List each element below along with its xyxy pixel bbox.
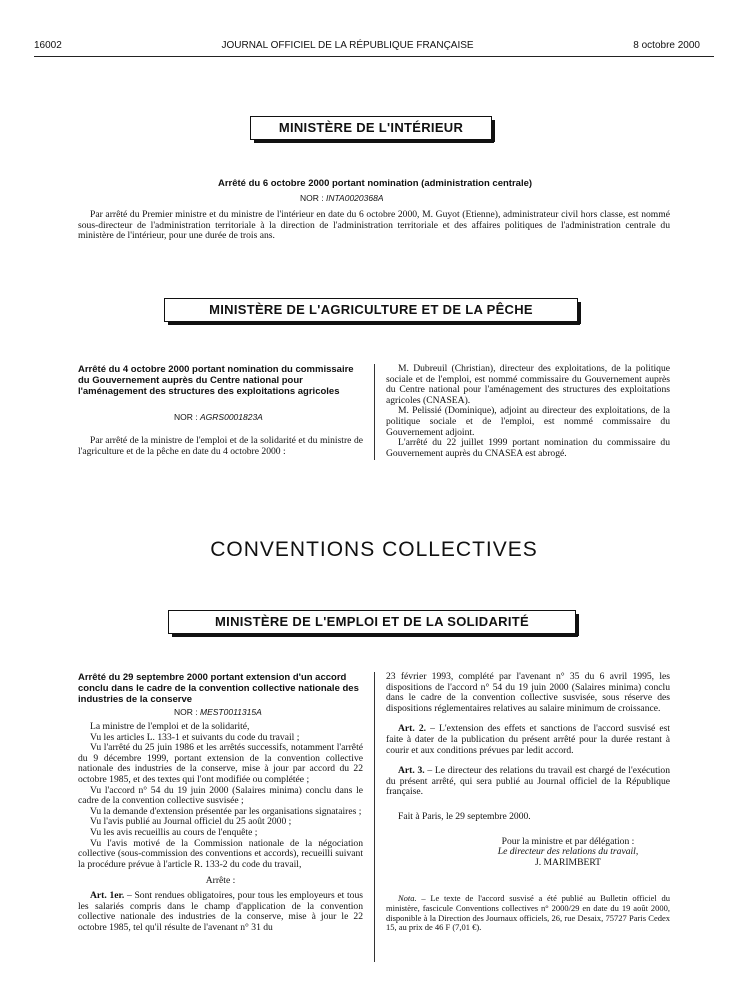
- header-rule: [34, 56, 714, 57]
- decree-body-agriculture-left: Par arrêté de la ministre de l'emploi et de la solidarité et du ministre de l'agriculture et de la pêche en date du 4 octobre 2000 :: [78, 435, 363, 457]
- decree-body-interieur: Par arrêté du Premier ministre et du ministre de l'intérieur en date du 6 octobre 2000, M. Guyot (Etienne), administrateur civil hors classe, est nommé sous-directeur de l'administration territoriale à la direction de l'administration territoriale et des affaires politiques de l'administration centrale du ministère de l'intérieur, pour une durée de trois ans.: [78, 209, 670, 242]
- decree-body-emploi-right: 23 février 1993, complété par l'avenant n° 35 du 6 avril 1995, les dispositions de l'accord n° 54 du 19 juin 2000 (Salaires minima) conclu dans le cadre de la convention collective susvisée, sous réserve des dispositions réglementaires relatives au salaire minimum de croissance. Art. 2. – L'extension des effets et sanctions de l'accord susvisé est faite à dater de la publication du présent arrêté pour la durée restant à courir et aux conditions prévues par ledit accord. Art. 3. – Le directeur des relations du travail est chargé de l'exécution du présent arrêté, qui sera publié au Journal officiel de la République française. Fait à Paris, le 29 septembre 2000. Pour la ministre et par délégation : Le directeur des relations du travail, J. MARIMBERT Nota. – Le texte de l'accord susvisé a été publié au Bulletin officiel du ministère, fascicule Conventions collectives n° 2000/29 en date du 19 août 2000, disponible à la Direction des Journaux officiels, 26, rue Desaix, 75727 Paris Cedex 15, au prix de 46 F (7,01 €).: [386, 671, 670, 933]
- ministry-box-agriculture: MINISTÈRE DE L'AGRICULTURE ET DE LA PÊCHE: [164, 298, 578, 322]
- issue-date: 8 octobre 2000: [633, 40, 700, 51]
- decree-body-emploi-left: La ministre de l'emploi et de la solidarité, Vu les articles L. 133-1 et suivants du code du travail ; Vu l'arrêté du 25 juin 1986 et les arrêtés successifs, notamment l'arrêté du 9 décembre 1999, portant extension de la convention collective nationale des industries de la conserve, mise à jour par accord du 22 octobre 1985, et des textes qui l'ont modifiée ou complétée ; Vu l'accord n° 54 du 19 juin 2000 (Salaires minima) conclu dans le cadre de la convention collective susvisée ; Vu la demande d'extension présentée par les organisations signataires ; Vu l'avis publié au Journal officiel du 25 août 2000 ; Vu les avis recueillis au cours de l'enquête ; Vu l'avis motivé de la Commission nationale de la négociation collective (sous-commission des conventions et accords), recueilli suivant la procédure prévue à l'article R. 133-2 du code du travail, Arrête : Art. 1er. – Sont rendues obligatoires, pour tous les employeurs et tous les salariés compris dans le champ d'application de la convention collective nationale des industries de la conserve, mise à jour le 22 octobre 1985, tel qu'il résulte de l'avenant n° 31 du: [78, 721, 363, 933]
- nor-agriculture: NOR : AGRS0001823A: [174, 412, 263, 422]
- page-header: [34, 40, 700, 51]
- journal-title: JOURNAL OFFICIEL DE LA RÉPUBLIQUE FRANÇAISE: [221, 40, 474, 51]
- page-number: 16002: [34, 40, 62, 51]
- column-divider: [374, 364, 375, 460]
- nota-note: Nota. – Le texte de l'accord susvisé a été publié au Bulletin officiel du ministère, fascicule Conventions collectives n° 2000/29 en date du 19 août 2000, disponible à la Direction des Journaux officiels, 26, rue Desaix, 75727 Paris Cedex 15, au prix de 46 F (7,01 €).: [386, 893, 670, 933]
- signature-block: Pour la ministre et par délégation : Le directeur des relations du travail, J. MARIMBERT: [497, 835, 639, 868]
- nor-emploi: NOR : MEST0011315A: [174, 707, 262, 717]
- ministry-box-emploi: MINISTÈRE DE L'EMPLOI ET DE LA SOLIDARITÉ: [168, 610, 576, 634]
- decree-title-emploi: Arrêté du 29 septembre 2000 portant extension d'un accord conclu dans le cadre de la convention collective nationale des industries de la conserve: [78, 672, 359, 705]
- nor-interieur: NOR : INTA0020368A: [300, 193, 384, 203]
- decree-title-interieur: Arrêté du 6 octobre 2000 portant nomination (administration centrale): [217, 178, 533, 189]
- article-1: Art. 1er. – Sont rendues obligatoires, pour tous les employeurs et tous les salariés compris dans le champ d'application de la convention collective nationale des industries de la conserve, mise à jour le 22 octobre 1985, tel qu'il résulte de l'avenant n° 31 du: [78, 889, 363, 933]
- arrete-label: Arrête :: [205, 875, 236, 887]
- column-divider-2: [374, 672, 375, 962]
- article-3: Art. 3. – Le directeur des relations du travail est chargé de l'exécution du présent arrêté, qui sera publié au Journal officiel de la République française.: [386, 765, 670, 798]
- ministry-box-interieur: MINISTÈRE DE L'INTÉRIEUR: [250, 116, 492, 140]
- article-2: Art. 2. – L'extension des effets et sanctions de l'accord susvisé est faite à dater de la publication du présent arrêté pour la durée restant à courir et aux conditions prévues par ledit accord.: [386, 723, 670, 756]
- conventions-heading: CONVENTIONS COLLECTIVES: [210, 538, 538, 561]
- decree-title-agriculture: Arrêté du 4 octobre 2000 portant nomination du commissaire du Gouvernement auprès du Centre national pour l'aménagement des structures des exploitations agricoles: [78, 364, 354, 397]
- done-at: Fait à Paris, le 29 septembre 2000.: [398, 810, 531, 822]
- decree-body-agriculture-right: M. Dubreuil (Christian), directeur des exploitations, de la politique sociale et de l'emploi, est nommé commissaire du Gouvernement auprès du Centre national pour l'aménagement des structures des exploitations agricoles (CNASEA). M. Pelissié (Dominique), adjoint au directeur des exploitations, de la politique sociale et de l'emploi, est nommé commissaire du Gouvernement adjoint. L'arrêté du 22 juillet 1999 portant nomination du commissaire du Gouvernement auprès du CNASEA est abrogé.: [386, 363, 670, 459]
